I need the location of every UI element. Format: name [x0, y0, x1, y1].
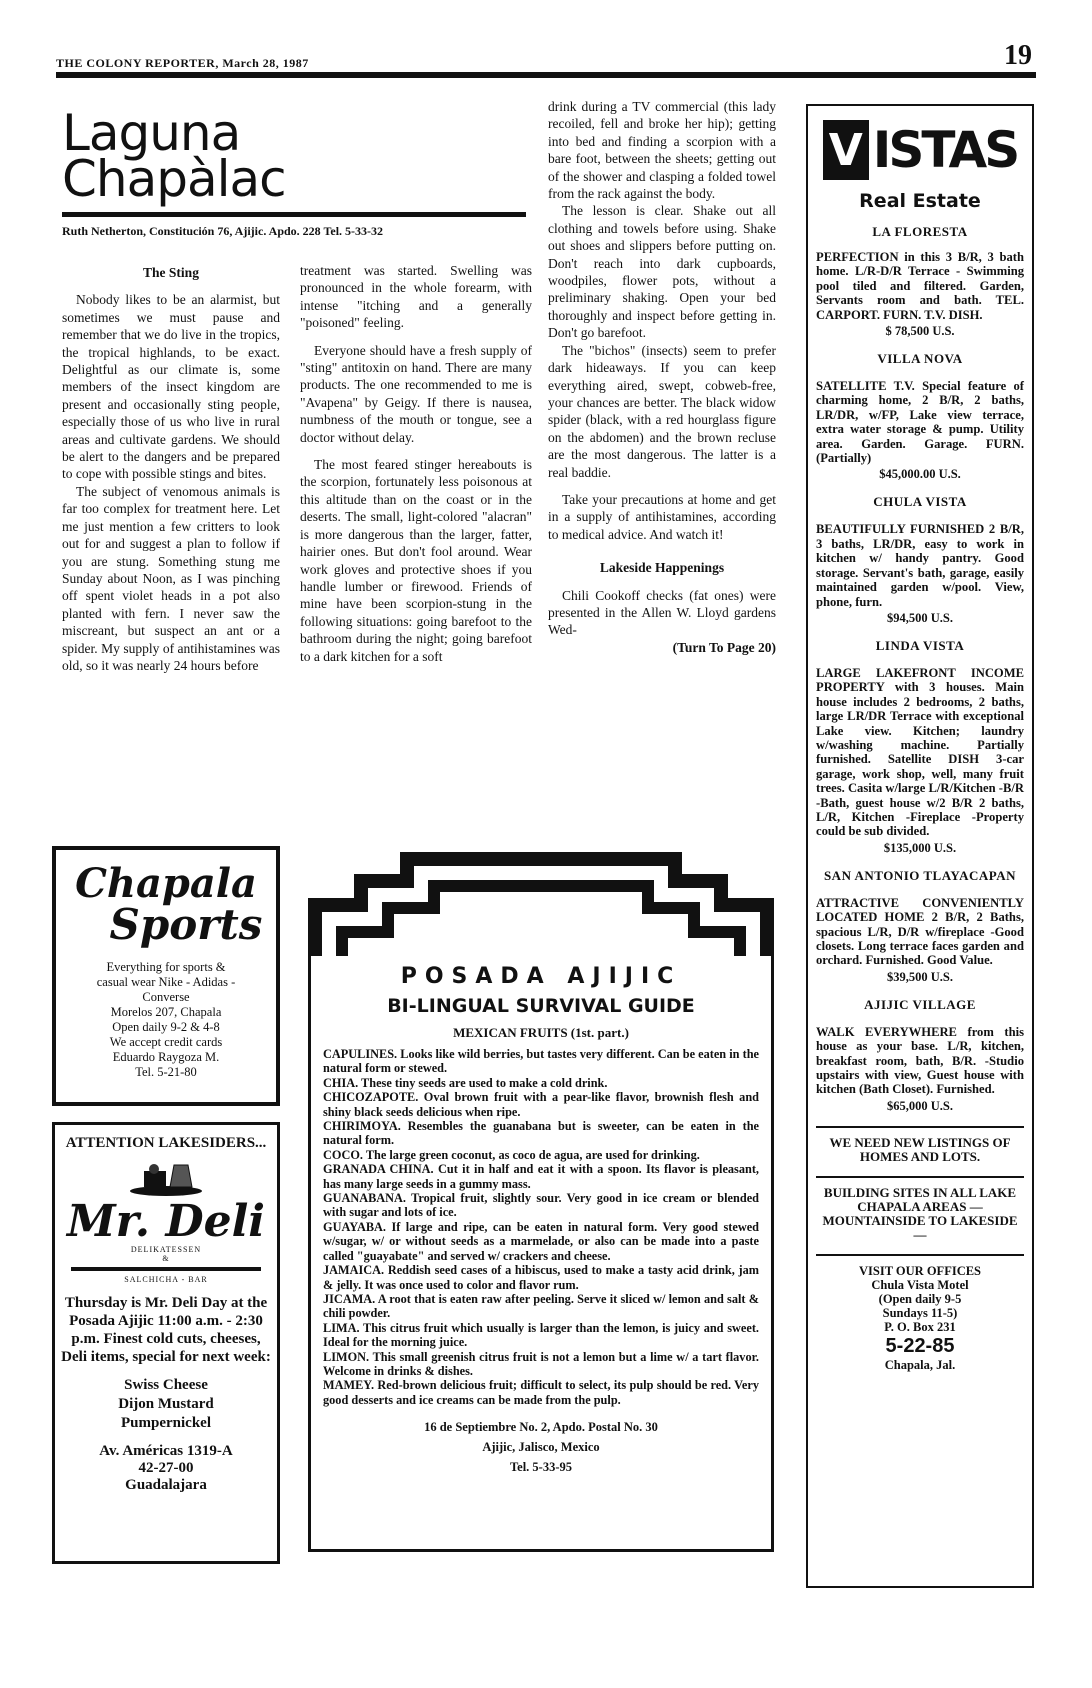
- fruit-entry: COCO. The large green coconut, as coco de agua, are used for drinking.: [323, 1147, 700, 1162]
- vistas-logo: [816, 120, 1024, 180]
- deli-tag2: &: [162, 1254, 170, 1263]
- continued-notice: (Turn To Page 20): [672, 639, 776, 655]
- vistas-logo-v: V: [823, 120, 869, 180]
- posada-title: POSADA AJIJIC: [400, 964, 682, 989]
- sports-info-line: Tel. 5-21-80: [135, 1065, 197, 1079]
- posada-phone: Tel. 5-33-95: [509, 1460, 573, 1475]
- vistas-subtitle: Real Estate: [859, 190, 981, 212]
- fruit-entry: GRANADA CHINA. Cut it in half and eat it with a spoon. Its flavor is pleasant, has many large seeds in a gummy mass.: [323, 1162, 759, 1191]
- deli-tag3: SALCHICHA - BAR: [124, 1275, 208, 1284]
- deli-body: Thursday is Mr. Deli Day at the Posada Ajijic 11:00 a.m. - 2:30 p.m. Finest cold cuts, cheeses, Deli items, special for next week:: [61, 1295, 271, 1365]
- column-logo-rule: [62, 212, 526, 217]
- sports-info-line: Open daily 9-2 & 4-8: [112, 1020, 220, 1034]
- deli-address-line: 42-27-00: [138, 1460, 194, 1476]
- listing-desc: LARGE LAKEFRONT INCOME PROPERTY with 3 houses. Main house includes 2 bedrooms, 2 baths, large LR/DR Terrace with exceptional Lake view. Kitchen; laundry w/washing machine. Partially furnished. Satellite DISH 3-car garage, work shop, well, many fruit trees. Casita w/large L/R/Kitchen -B/R -Bath, guest house w/2 B/R 2 baths, L/R, Kitchen -Fireplace -Property could be sub divided.: [816, 665, 1024, 839]
- deli-rule: [71, 1267, 261, 1271]
- listing-price: $45,000.00 U.S.: [879, 467, 961, 482]
- vistas-phone: 5-22-85: [885, 1334, 955, 1357]
- deli-logo: Mr. Deli: [66, 1196, 266, 1247]
- article-paragraph: treatment was started. Swelling was pronounced in the whole forearm, with intense "itching and a generally "poisoned" feeling.: [300, 263, 532, 331]
- fruit-entry: GUAYABA. If large and ripe, can be eaten in natural form. Very good stewed w/sugar, w/ or without seeds as a marmelade, or also can be made into a paste called "guayabate" and served w/ crackers and cheese.: [323, 1219, 759, 1263]
- column-logo-line2: Chapàlac: [62, 150, 286, 208]
- ad-chapala-sports: [52, 846, 280, 1106]
- posada-footer: [323, 1417, 759, 1477]
- listing-price: $94,500 U.S.: [887, 610, 953, 625]
- deli-item: Pumpernickel: [121, 1415, 211, 1431]
- listing: [816, 638, 1024, 856]
- fruit-entry: MAMEY. Red-brown delicious fruit; difficult to select, its pulp should be red. Very good desserts and ice creams can be made from the pulp.: [323, 1378, 759, 1407]
- article-paragraph: Chili Cookoff checks (fat ones) were presented in the Allen W. Lloyd gardens Wed-: [548, 587, 776, 638]
- listing-desc: ATTRACTIVE CONVENIENTLY LOCATED HOME 2 B/R, 2 Baths, spacious L/R, D/R w/fireplace -Good closets. Long terrace faces garden and orchard. Furnished. Good Value.: [816, 895, 1024, 968]
- posada-heading: MEXICAN FRUITS (1st. part.): [453, 1025, 629, 1040]
- fruit-entry: JICAMA. A root that is eaten raw after peeling. Serve it sliced w/ lemon and salt & chili powder.: [323, 1291, 759, 1321]
- listing-price: $ 78,500 U.S.: [885, 324, 955, 339]
- listing-price: $135,000 U.S.: [883, 840, 957, 855]
- article-paragraph: The "bichos" (insects) seem to prefer dark hideaways. If you can keep everything aired, swept, cobweb-free, your chances are better. The black widow spider (black, with a red hourglass figure on the abdomen) and the brown recluse are the most dangerous. The latter is a real baddie.: [548, 342, 776, 480]
- deli-items: [61, 1376, 271, 1433]
- vistas-office-line: Chula Vista Motel: [871, 1277, 969, 1292]
- vistas-city: Chapala, Jal.: [884, 1357, 956, 1372]
- page-number: 19: [1004, 40, 1032, 71]
- vistas-rule: [816, 1254, 1024, 1256]
- vistas-note-listings: WE NEED NEW LISTINGS OF HOMES AND LOTS.: [829, 1134, 1011, 1164]
- article-paragraph: drink during a TV commercial (this lady recoiled, fell and broke her hip); getting into bed and finding a scorpion with a bare foot, between the sheets; getting out of the shower and clasping a folded towel from the rack against the body.: [548, 99, 776, 202]
- article-column-3: [548, 98, 776, 656]
- fruit-entry: CHIRIMOYA. Resembles the guanabana but is sweeter, can be eaten in the natural form.: [323, 1119, 759, 1148]
- article-paragraph: The lesson is clear. Shake out all clothing and towels before using. Shake out shoes and slippers before putting on. Don't reach into dark cupboards, woodpiles, flower pots, without a preliminary shaking. Open your bed thoroughly and inspect before getting in. Don't go barefoot.: [548, 203, 776, 341]
- listing-desc: PERFECTION in this 3 B/R, 3 bath home. L/R-D/R Terrace - Swimming pool tiled and filtered. Garden, Servants room and bath. TEL. CARPORT. FURN. T.V. DISH.: [816, 250, 1024, 322]
- article-paragraph: Take your precautions at home and get in a supply of antihistamines, according to medical advice. And watch it!: [548, 491, 776, 542]
- listing: [816, 868, 1024, 985]
- listing-price: $39,500 U.S.: [887, 969, 953, 984]
- vistas-office-line: P. O. Box 231: [884, 1319, 956, 1334]
- vistas-office-line: Sundays 11-5): [882, 1305, 958, 1320]
- sports-brand-line2: Sports: [109, 900, 263, 949]
- deli-tag1: DELIKATESSEN: [130, 1245, 202, 1254]
- listing-desc: WALK EVERYWHERE from this house as your base. L/R, kitchen, breakfast room, bath, B/R. -Studio upstairs with view, Guest house with kitchen (Bath Closet). Furnished.: [816, 1024, 1024, 1097]
- deli-platter-icon: [126, 1161, 206, 1197]
- listing-name: VILLA NOVA: [877, 351, 963, 367]
- listing-name: LINDA VISTA: [875, 637, 965, 653]
- deli-address-line: Av. Américas 1319-A: [99, 1443, 233, 1459]
- column-byline: Ruth Netherton, Constitución 76, Ajijic. Apdo. 228 Tel. 5-33-32: [62, 224, 384, 238]
- fruit-entry: CHICOZAPOTE. Oval brown fruit with a pear-like flavor, brownish flesh and shiny black seeds delicious when ripe.: [323, 1090, 759, 1119]
- listing-price: $65,000 U.S.: [887, 1098, 953, 1113]
- deli-address-line: Guadalajara: [125, 1477, 207, 1493]
- ad-vistas-real-estate: [806, 104, 1034, 1588]
- article-paragraph: The subject of venomous animals is far too complex for treatment here. Let me just mention a few critters to look out for and suggest a plan to follow if you are stung. Something stung me Sunday about Noon, as I was pinching off spent violet heads in a pot also planted with fern. I never saw the miscreant, but suspect an ant or a spider. My supply of antihistamines was old, so it was nearly 24 hours before: [62, 483, 280, 673]
- subheading-lakeside: Lakeside Happenings: [599, 560, 725, 576]
- posada-address-line: Ajijic, Jalisco, Mexico: [482, 1440, 600, 1455]
- listing: [816, 224, 1024, 339]
- fruit-list: [323, 1047, 759, 1407]
- listing-desc: BEAUTIFULLY FURNISHED 2 B/R, 3 baths, LR/DR, easy to work in kitchen w/ handy pantry. Good storage. Servant's bath, garage, easily maintained garden w/pool. View, phone, furn.: [816, 522, 1024, 609]
- posada-subtitle: BI-LINGUAL SURVIVAL GUIDE: [387, 995, 695, 1017]
- listing: [816, 997, 1024, 1114]
- sports-info-line: We accept credit cards: [109, 1035, 223, 1049]
- article-column-1: [62, 262, 280, 674]
- fruit-entry: CAPULINES. Looks like wild berries, but tastes very different. Can be eaten in the natural form or stewed.: [323, 1047, 759, 1076]
- article-heading: The Sting: [143, 265, 199, 280]
- masthead-title: THE COLONY REPORTER, March 28, 1987: [56, 56, 309, 70]
- sports-info-line: Converse: [142, 990, 190, 1004]
- listing-desc: SATELLITE T.V. Special feature of charming home, 2 B/R, 2 baths, LR/DR, w/FP, Lake view terrace, extra water storage & pump. Utility area. Garden. Garage. FURN. (Partially): [816, 379, 1024, 466]
- sports-info-line: Everything for sports &: [106, 960, 226, 974]
- vistas-rule: [816, 1176, 1024, 1178]
- listing: [816, 351, 1024, 482]
- deli-item: Swiss Cheese: [124, 1377, 208, 1393]
- article-column-2: [300, 262, 532, 665]
- vistas-logo-text: ISTAS: [872, 121, 1018, 179]
- deli-address: [61, 1443, 271, 1494]
- sports-info: [62, 960, 270, 1080]
- sports-brand-line1: Chapala: [75, 860, 257, 907]
- masthead-rule: [56, 72, 1036, 78]
- posada-address-line: 16 de Septiembre No. 2, Apdo. Postal No. 30: [424, 1420, 658, 1435]
- sports-info-line: Morelos 207, Chapala: [110, 1005, 222, 1019]
- fruit-entry: LIMON. This small greenish citrus fruit is not a lemon but a lime w/ a tart flavor. Welcome in drinks & dishes.: [323, 1349, 759, 1378]
- posada-frieze-decoration: [308, 852, 774, 956]
- ad-mr-deli: [52, 1122, 280, 1564]
- listing: [816, 494, 1024, 625]
- column-logo-line1: Laguna: [62, 104, 241, 162]
- listing-name: CHULA VISTA: [873, 494, 967, 510]
- vistas-rule: [816, 1126, 1024, 1128]
- article-paragraph: Everyone should have a fresh supply of "sting" antitoxin on hand. There are many products. The one recommended to me is "Avapena" by Geigy. If there is nausea, numbness of the mouth or tongue, see a doctor without delay.: [300, 342, 532, 445]
- listing-name: LA FLORESTA: [872, 224, 968, 239]
- vistas-office-line: VISIT OUR OFFICES: [858, 1263, 982, 1278]
- listing-name: AJIJIC VILLAGE: [864, 996, 976, 1012]
- fruit-entry: JAMAICA. Reddish seed cases of a hibiscus, used to make a tasty acid drink, jam & jelly. It was once used to color and flavor rum.: [323, 1263, 759, 1292]
- article-paragraph: Nobody likes to be an alarmist, but sometimes we must pause and remember that we do live in the tropics, the tropical highlands, to be exact. Delightful as our climate is, some members of the insect kingdom are present and occasionally sting people, especially those of us who live in rural areas and cultivate gardens. We should be alert to the dangers and be prepared to cope with possible stings and bites.: [62, 292, 280, 482]
- ad-posada-ajijic: [308, 956, 774, 1552]
- sports-info-line: Eduardo Raygoza M.: [112, 1050, 220, 1064]
- vistas-note-sites: BUILDING SITES IN ALL LAKE CHAPALA AREAS — MOUNTAINSIDE TO LAKESIDE —: [822, 1184, 1018, 1242]
- listing-name: SAN ANTONIO TLAYACAPAN: [823, 867, 1017, 883]
- sports-info-line: casual wear Nike - Adidas -: [96, 975, 236, 989]
- article-paragraph: The most feared stinger hereabouts is the scorpion, fortunately less poisonous at this altitude than on the coast or in the deserts. The small, light-colored "alacran" is more dangerous than the larger, fatter, hairier ones. But don't fool around. Wear work gloves and protective shoes if you handle lumber or firewood. Friends of mine have been scorpion-stung in the following situations: going barefoot to the bathroom during the night; going barefoot to a dark kitchen for a soft: [300, 457, 532, 664]
- fruit-entry: GUANABANA. Tropical fruit, slightly sour. Very good in ice cream or blended with sugar and lots of ice.: [323, 1191, 759, 1220]
- fruit-entry: CHIA. These tiny seeds are used to make a cold drink.: [323, 1075, 608, 1090]
- fruit-entry: LIMA. This citrus fruit which usually is larger than the lemon, is juicy and sweet. Ideal for the morning juice.: [323, 1320, 759, 1350]
- deli-attention: ATTENTION LAKESIDERS...: [65, 1135, 267, 1151]
- column-logo: [62, 104, 286, 208]
- vistas-office-line: (Open daily 9-5: [878, 1291, 962, 1306]
- deli-item: Dijon Mustard: [118, 1396, 214, 1412]
